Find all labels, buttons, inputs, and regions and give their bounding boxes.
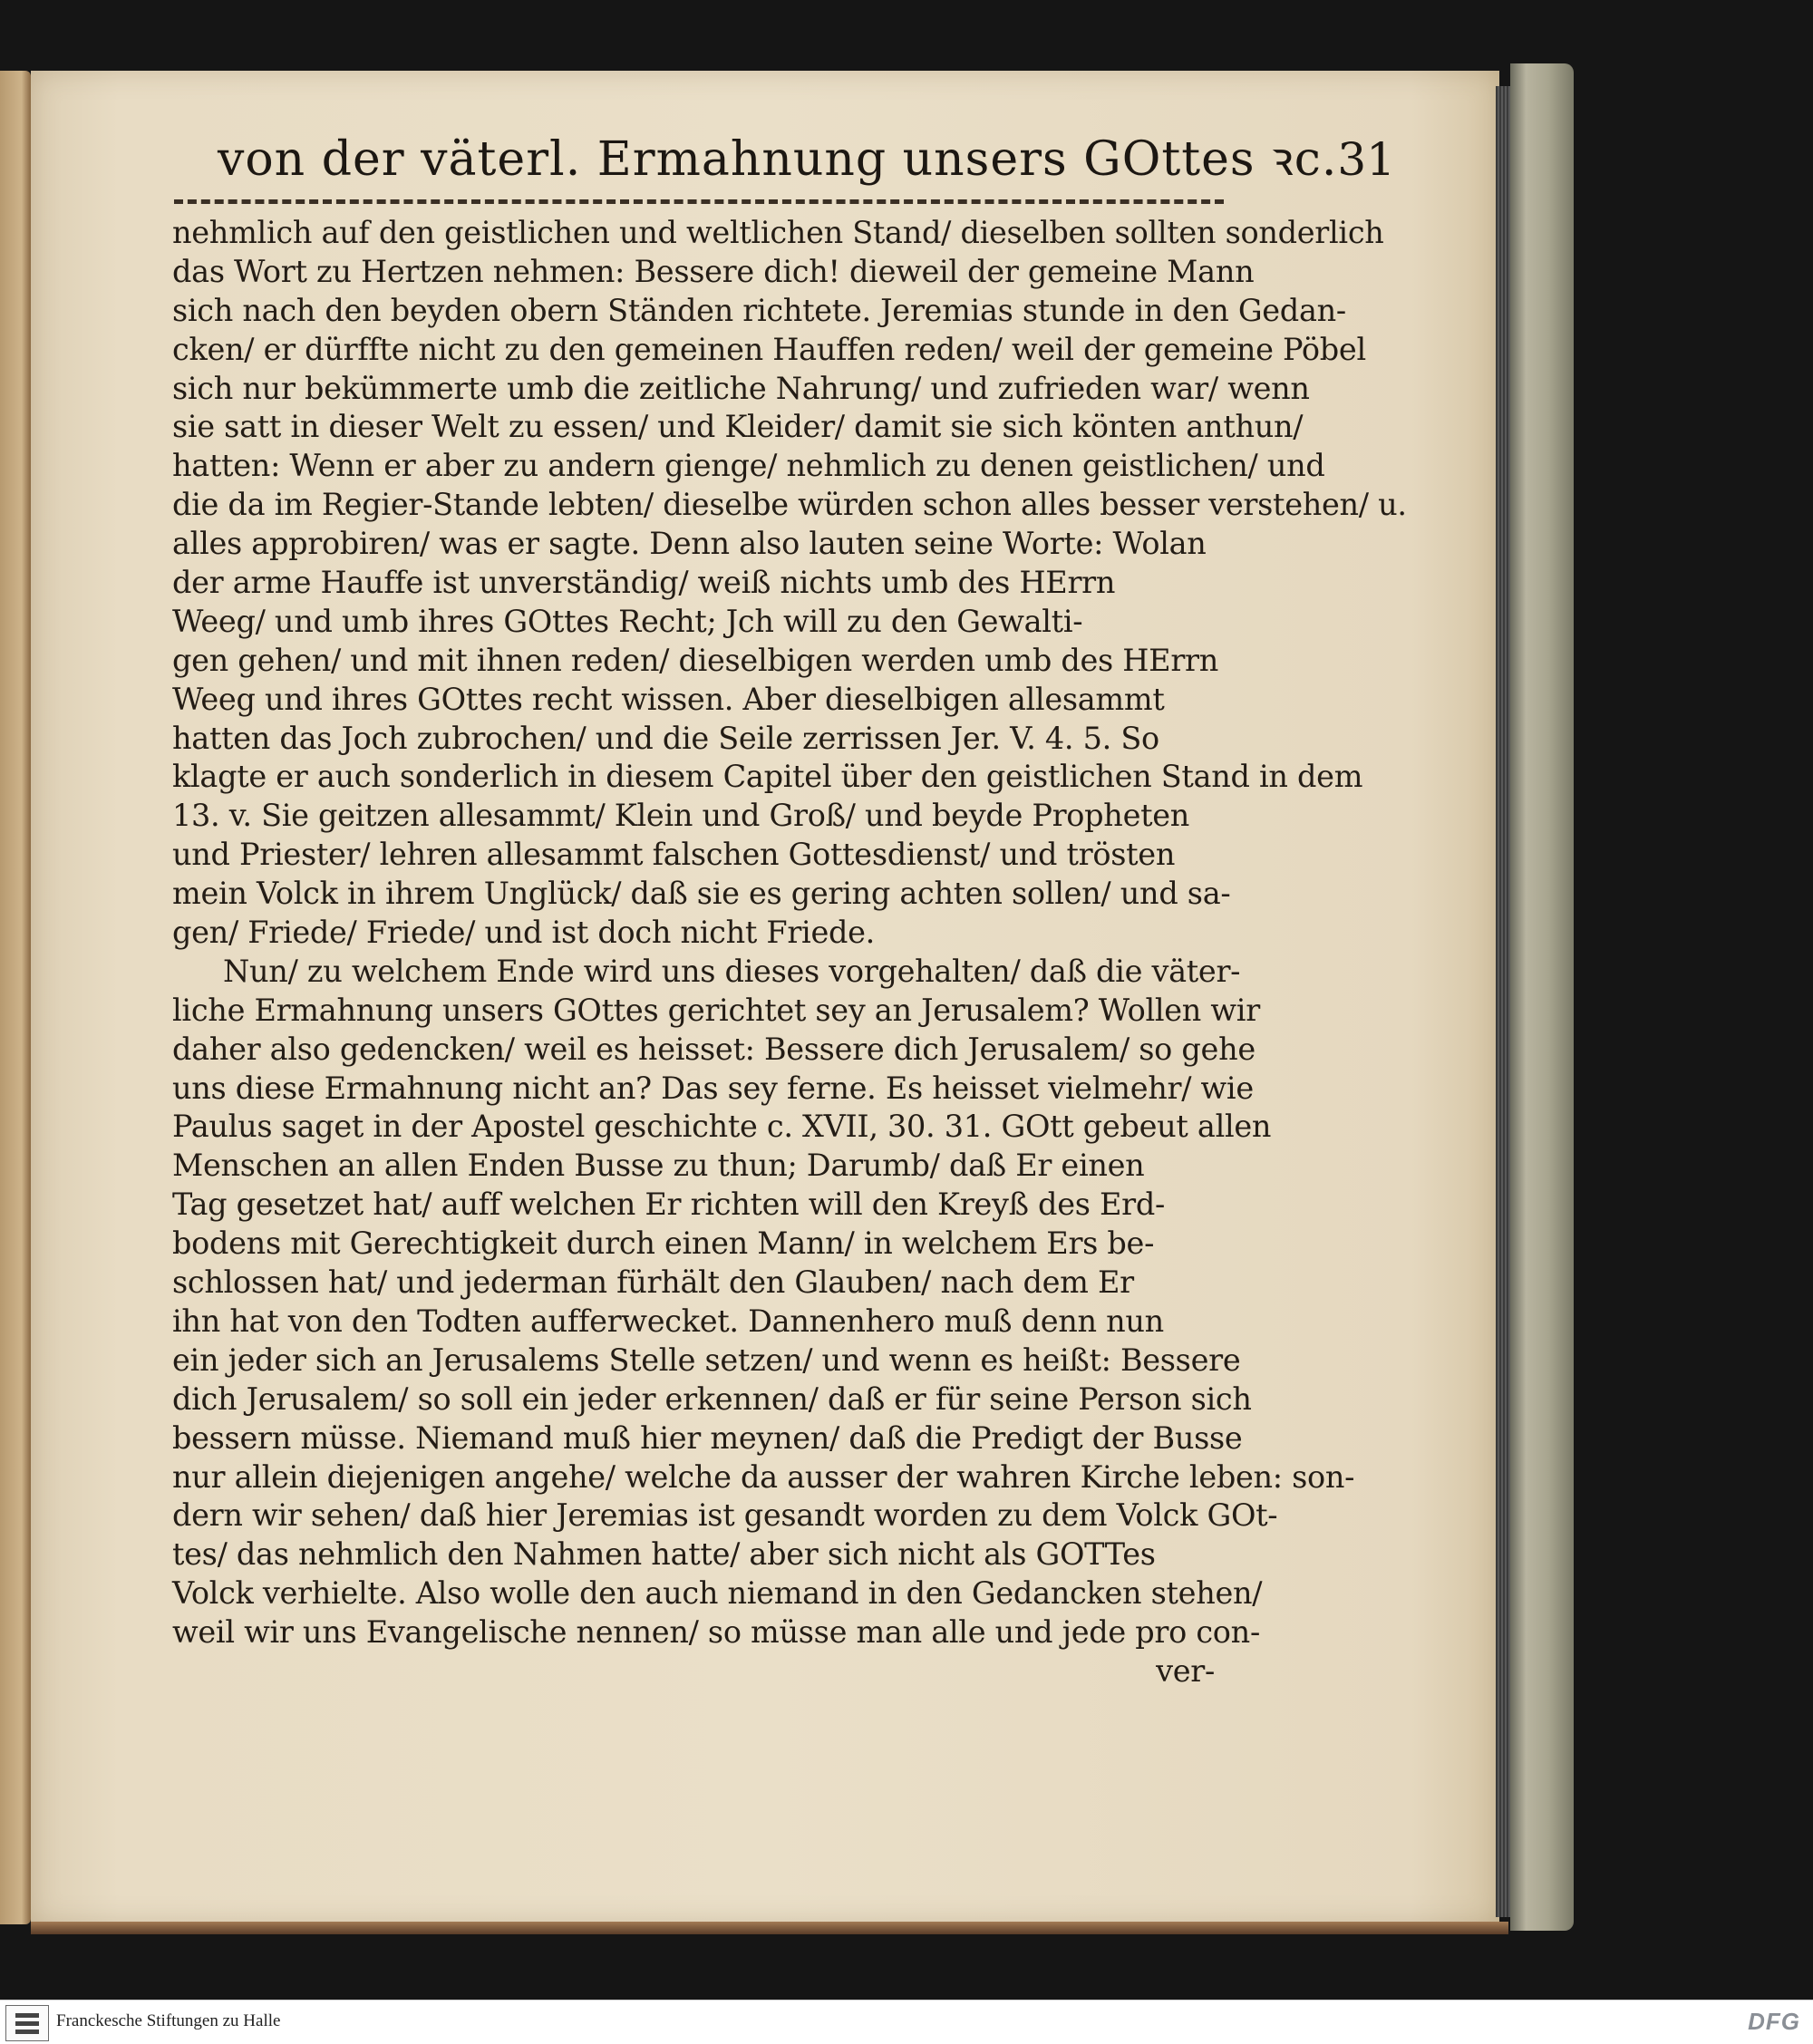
book-bottom-edge	[31, 1922, 1508, 1934]
franckesche-stiftungen-logo-icon	[5, 2005, 49, 2041]
text-line: mein Volck in ihrem Unglück/ daß sie es gering achten sollen/ und sa-	[172, 876, 1231, 912]
page-number: 31	[1337, 133, 1396, 186]
text-line: bodens mit Gerechtigkeit durch einen Mann/ in welchem Ers be-	[172, 1225, 1155, 1262]
text-line: weil wir uns Evangelische nennen/ so müsse man alle und jede pro con-	[172, 1614, 1260, 1651]
dfg-logo: DFG	[1748, 2008, 1800, 2035]
text-line: Weeg und ihres GOttes recht wissen. Aber dieselbigen allesammt	[172, 681, 1165, 717]
text-line: Weeg/ und umb ihres GOttes Recht; Jch will zu den Gewalti-	[172, 603, 1083, 639]
text-line: uns diese Ermahnung nicht an? Das sey ferne. Es heisset vielmehr/ wie	[172, 1070, 1254, 1106]
text-line: 13. v. Sie geitzen allesammt/ Klein und Groß/ und beyde Propheten	[172, 798, 1190, 834]
text-line: gen gehen/ und mit ihnen reden/ dieselbigen werden umb des HErrn	[172, 642, 1219, 678]
viewer-footer	[0, 2000, 1813, 2044]
text-line: tes/ das nehmlich den Nahmen hatte/ aber sich nicht als GOTTes	[172, 1536, 1156, 1573]
header-rule	[174, 199, 1224, 204]
text-line: die da im Regier-Stande lebten/ dieselbe würden schon alles besser verstehen/ u.	[172, 487, 1407, 523]
footer-institution-label: Franckesche Stiftungen zu Halle	[56, 2011, 281, 2030]
running-head	[218, 125, 1396, 189]
left-page-edge	[0, 71, 31, 1924]
page-stack-edge	[1496, 86, 1510, 1917]
text-line: dern wir sehen/ daß hier Jeremias ist gesandt worden zu dem Volck GOt-	[172, 1497, 1278, 1534]
body-text	[172, 214, 1407, 1691]
text-line: hatten das Joch zubrochen/ und die Seile zerrissen Jer. V. 4. 5. So	[172, 720, 1159, 756]
text-line: sich nur bekümmerte umb die zeitliche Nahrung/ und zufrieden war/ wenn	[172, 370, 1310, 406]
text-line: Volck verhielte. Also wolle den auch niemand in den Gedancken stehen/	[172, 1575, 1263, 1612]
text-line: cken/ er dürffte nicht zu den gemeinen Hauffen reden/ weil der gemeine Pöbel	[172, 331, 1366, 367]
text-line: schlossen hat/ und jederman fürhält den Glauben/ nach dem Er	[172, 1264, 1134, 1301]
text-line: nur allein diejenigen angehe/ welche da ausser der wahren Kirche leben: son-	[172, 1458, 1355, 1495]
text-line: der arme Hauffe ist unverständig/ weiß nichts umb des HErrn	[172, 565, 1116, 601]
text-line: Paulus saget in der Apostel geschichte c. XVII, 30. 31. GOtt gebeut allen	[172, 1109, 1272, 1145]
text-line: ein jeder sich an Jerusalems Stelle setzen/ und wenn es heißt: Bessere	[172, 1342, 1241, 1378]
text-line: gen/ Friede/ Friede/ und ist doch nicht Friede.	[172, 915, 875, 951]
text-line: alles approbiren/ was er sagte. Denn also lauten seine Worte: Wolan	[172, 526, 1207, 562]
text-line: Menschen an allen Enden Busse zu thun; Darumb/ daß Er einen	[172, 1148, 1145, 1184]
catchword: ver-	[1156, 1652, 1215, 1689]
text-line: liche Ermahnung unsers GOttes gerichtet sey an Jerusalem? Wollen wir	[172, 992, 1260, 1028]
text-line: Nun/ zu welchem Ende wird uns dieses vorgehalten/ daß die väter-	[223, 953, 1241, 989]
text-line: hatten: Wenn er aber zu andern gienge/ nehmlich zu denen geistlichen/ und	[172, 448, 1325, 484]
text-line: sie satt in dieser Welt zu essen/ und Kleider/ damit sie sich könten anthun/	[172, 409, 1304, 445]
text-line: Tag gesetzet hat/ auff welchen Er richten will den Kreyß des Erd-	[172, 1187, 1165, 1223]
text-line: bessern müsse. Niemand muß hier meynen/ daß die Predigt der Busse	[172, 1419, 1243, 1456]
text-line: sich nach den beyden obern Ständen richtete. Jeremias stunde in den Gedan-	[172, 292, 1346, 328]
text-line: klagte er auch sonderlich in diesem Capitel über den geistlichen Stand in dem	[172, 759, 1363, 795]
text-line: nehmlich auf den geistlichen und weltlichen Stand/ dieselben sollten sonderlich	[172, 215, 1384, 250]
text-line: dich Jerusalem/ so soll ein jeder erkennen/ daß er für seine Person sich	[172, 1380, 1252, 1417]
text-line: das Wort zu Hertzen nehmen: Bessere dich! dieweil der gemeine Mann	[172, 253, 1255, 289]
text-line: und Priester/ lehren allesammt falschen Gottesdienst/ und trösten	[172, 837, 1176, 873]
book-cover-edge	[1510, 63, 1574, 1931]
text-line: daher also gedencken/ weil es heisset: Bessere dich Jerusalem/ so gehe	[172, 1031, 1256, 1067]
running-head-title: von der väterl. Ermahnung unsers GOttes ꝛc.	[218, 132, 1338, 187]
text-line: ihn hat von den Todten aufferwecket. Dannenhero muß denn nun	[172, 1303, 1164, 1339]
